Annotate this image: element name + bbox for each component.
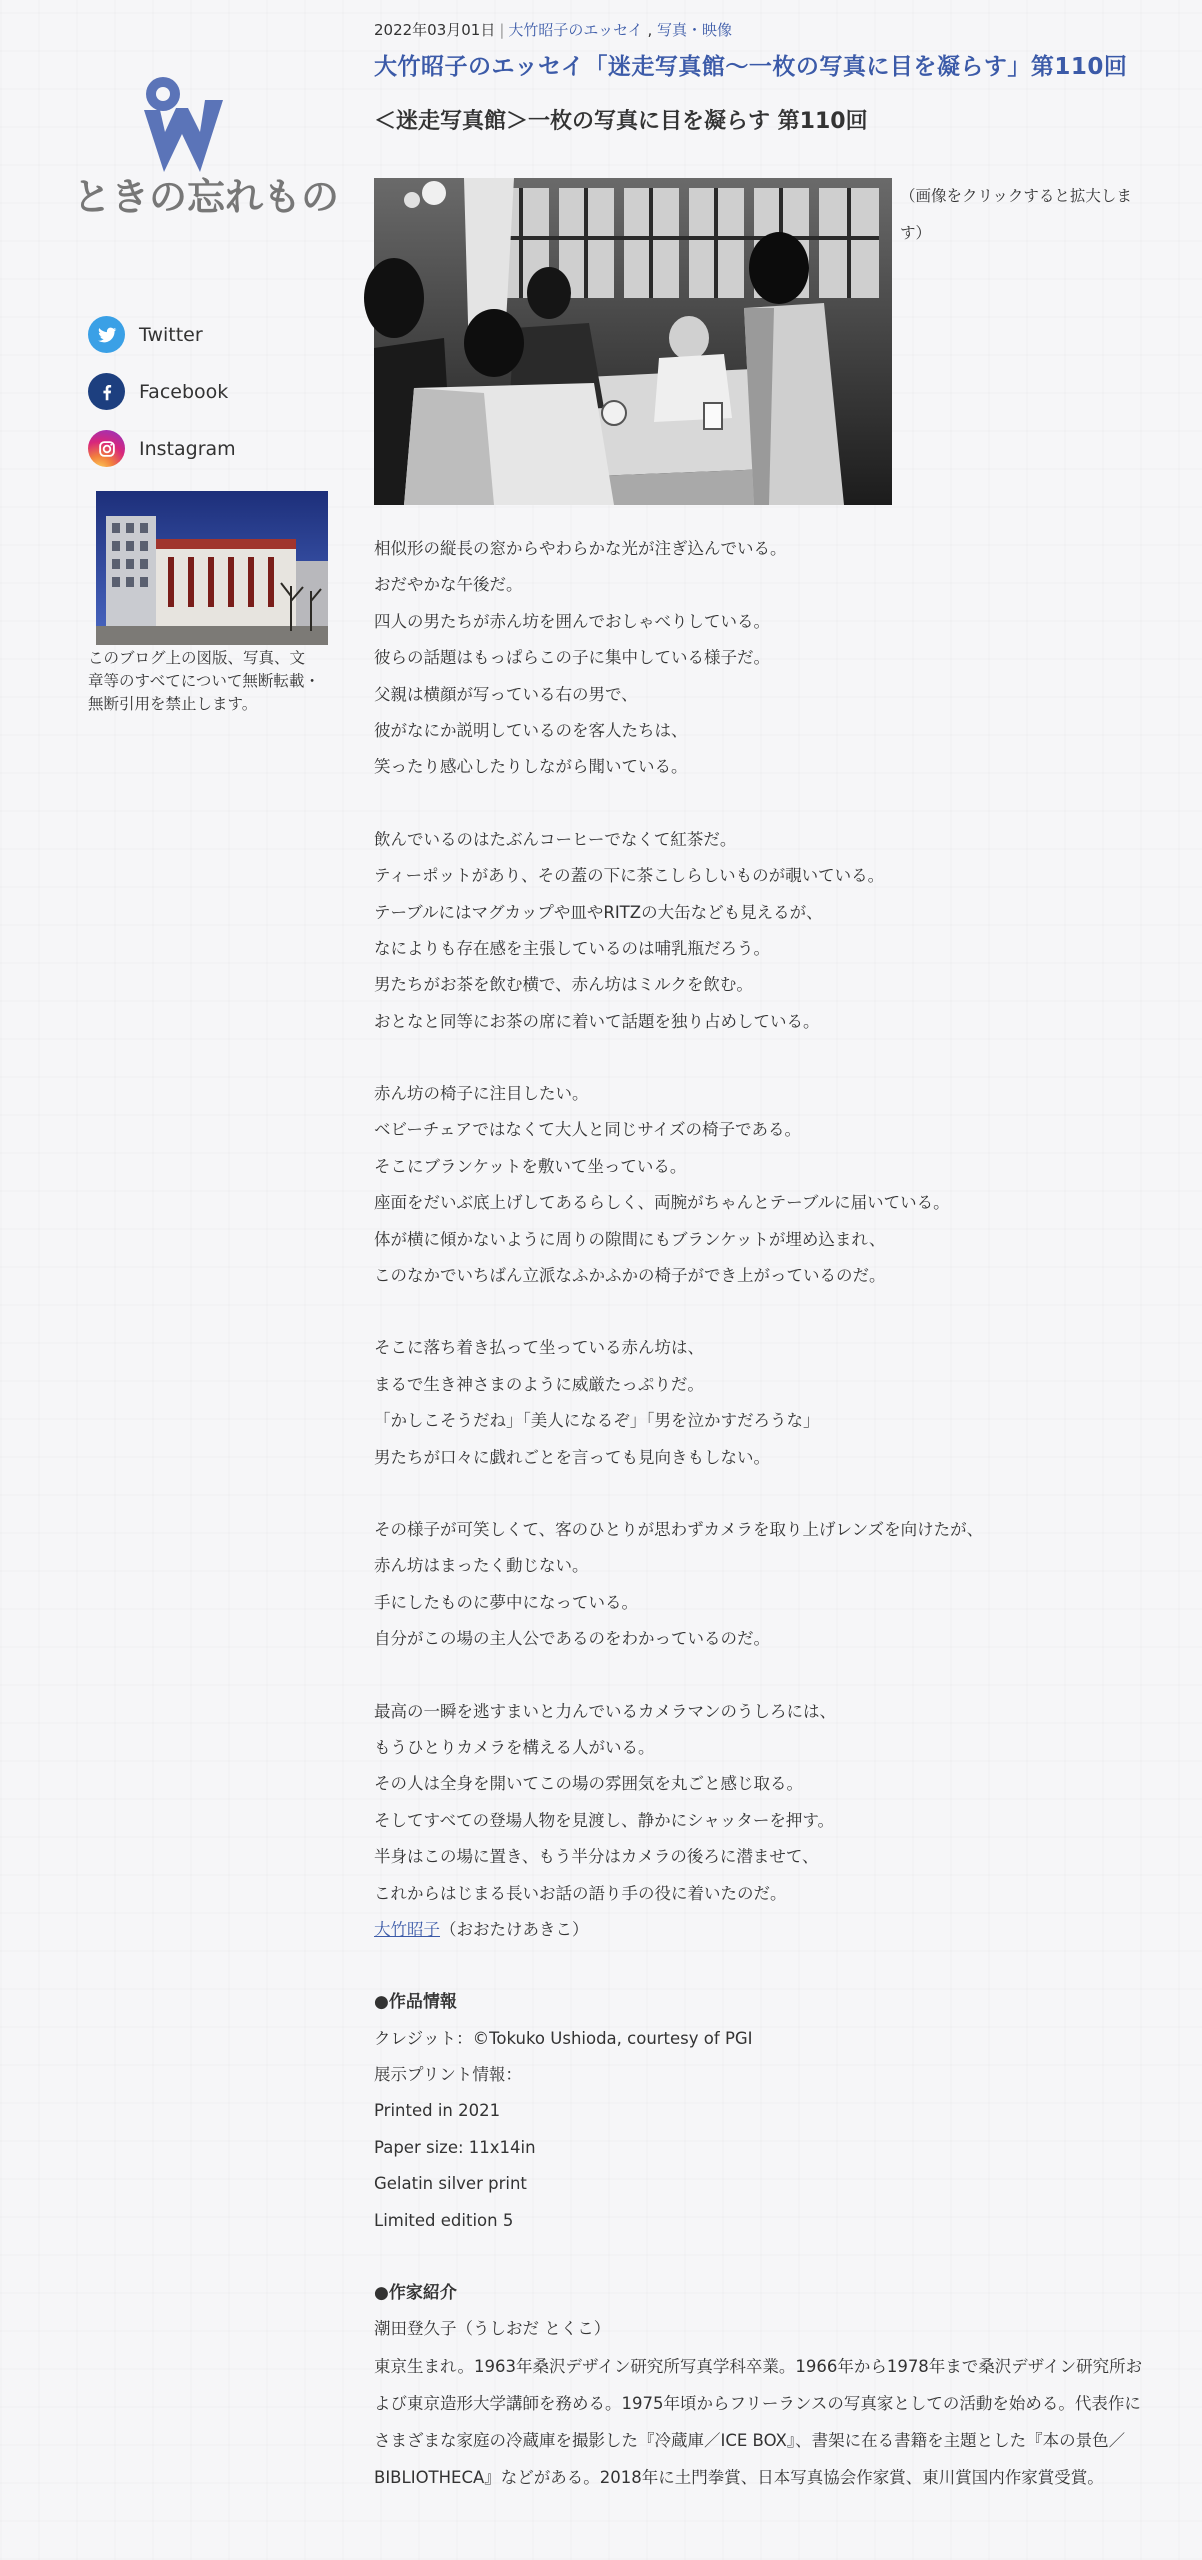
body-line: 座面をだいぶ底上げしてあるらしく、両腕がちゃんとテーブルに届いている。 — [374, 1193, 950, 1213]
paragraph-4 — [374, 1330, 1154, 1476]
paragraph-3 — [374, 1076, 1154, 1294]
facebook-icon — [88, 373, 125, 410]
post-date: 2022年03月01日 — [374, 21, 496, 39]
post-title[interactable]: 大竹昭子のエッセイ「迷走写真館〜一枚の写真に目を凝らす」第110回 — [374, 54, 1128, 80]
work-info-line: クレジット：©Tokuko Ushioda, courtesy of PGI — [374, 2028, 753, 2048]
paragraph-1 — [374, 531, 1154, 786]
site-logo[interactable] — [72, 72, 340, 222]
body-line: 赤ん坊はまったく動じない。 — [374, 1556, 589, 1576]
post-subtitle: ＜迷走写真館＞一枚の写真に目を凝らす 第110回 — [374, 109, 868, 134]
body-line: なによりも存在感を主張しているのは哺乳瓶だろう。 — [374, 938, 770, 958]
body-line: 体が横に傾かないように周りの隙間にもブランケットが埋め込まれ、 — [374, 1229, 886, 1249]
author-line — [374, 1912, 1154, 1948]
body-line: 四人の男たちが赤ん坊を囲んでおしゃべりしている。 — [374, 611, 770, 631]
facebook-label: Facebook — [139, 380, 229, 403]
instagram-label: Instagram — [139, 437, 236, 460]
body-line: その様子が可笑しくて、客のひとりが思わずカメラを取り上げレンズを向けたが、 — [374, 1519, 984, 1539]
body-line: そしてすべての登場人物を見渡し、静かにシャッターを押す。 — [374, 1810, 835, 1830]
body-line: 赤ん坊の椅子に注目したい。 — [374, 1084, 589, 1104]
body-line: まるで生き神さまのように威厳たっぷりだ。 — [374, 1374, 704, 1394]
post-meta — [374, 18, 1154, 42]
instagram-link[interactable] — [88, 420, 336, 477]
body-line: ティーポットがあり、その蓋の下に茶こしらしいものが覗いている。 — [374, 866, 885, 886]
body-line: 男たちがお茶を飲む横で、赤ん坊はミルクを飲む。 — [374, 975, 753, 995]
social-links — [88, 306, 336, 477]
body-line: 彼がなにか説明しているのを客人たちは、 — [374, 720, 688, 740]
paragraph-5 — [374, 1512, 1154, 1658]
body-line: 笑ったり感心したりしながら聞いている。 — [374, 757, 688, 777]
artist-bio: 東京生まれ。1963年桑沢デザイン研究所写真学科卒業。1966年から1978年まで桑沢デザイン研究所および東京造形大学講師を務める。1975年頃からフリーランスの写真家としての活動を始める。代表作にさまざまな家庭の冷蔵庫を撮影した『冷蔵庫／ICE BOX』、書架に在る書籍を主題とした『本の景色／BIBLIOTHECA』などがある。2018年に土門拳賞、日本写真協会作家賞、東川賞国内作家賞受賞。 — [374, 2356, 1143, 2487]
work-info-line: Paper size: 11x14in — [374, 2137, 536, 2157]
author-link[interactable]: 大竹昭子 — [374, 1919, 440, 1939]
body-line: 相似形の縦長の窓からやわらかな光が注ぎ込んでいる。 — [374, 539, 787, 558]
body-line: これからはじまる長いお話の語り手の役に着いたのだ。 — [374, 1883, 787, 1903]
body-line: ベビーチェアではなくて大人と同じサイズの椅子である。 — [374, 1120, 802, 1140]
body-line: このなかでいちばん立派なふかふかの椅子ができ上がっているのだ。 — [374, 1266, 886, 1286]
body-line: テーブルにはマグカップや皿やRITZの大缶なども見えるが、 — [374, 902, 823, 922]
sidebar — [72, 72, 340, 716]
work-info-line: Gelatin silver print — [374, 2174, 527, 2194]
paragraph-2 — [374, 822, 1154, 1040]
body-line: もうひとりカメラを構える人がいる。 — [374, 1737, 655, 1757]
logo-text: ときの忘れもの — [72, 175, 340, 219]
body-line: 自分がこの場の主人公であるのをわかっているのだ。 — [374, 1629, 770, 1649]
twitter-label: Twitter — [139, 323, 203, 346]
facebook-link[interactable] — [88, 363, 336, 420]
work-info-line: Printed in 2021 — [374, 2101, 501, 2121]
twitter-link[interactable] — [88, 306, 336, 363]
instagram-icon — [88, 430, 125, 467]
work-info-heading: ●作品情報 — [374, 1992, 457, 2013]
body-line: おだやかな午後だ。 — [374, 575, 523, 595]
category-link-essay[interactable]: 大竹昭子のエッセイ — [508, 21, 643, 39]
body-line: 半身はこの場に置き、もう半分はカメラの後ろに潜ませて、 — [374, 1847, 819, 1867]
gallery-building-photo[interactable] — [96, 491, 328, 645]
article-photo[interactable] — [374, 178, 892, 505]
copyright-notice: このブログ上の図版、写真、文章等のすべてについて無断転載・無断引用を禁止します。 — [88, 649, 320, 713]
article — [374, 18, 1154, 2496]
body-line: おとなと同等にお茶の席に着いて話題を独り占めしている。 — [374, 1011, 820, 1031]
body-line: 父親は横顔が写っている右の男で、 — [374, 684, 638, 704]
author-reading: （おおたけあきこ） — [440, 1919, 589, 1939]
body-line: 手にしたものに夢中になっている。 — [374, 1592, 638, 1612]
artist-name: 潮田登久子（うしおだ とくこ） — [374, 2319, 611, 2339]
body-line: 「かしこそうだね」「美人になるぞ」「男を泣かすだろうな」 — [374, 1411, 820, 1431]
work-info-line: 展示プリント情報： — [374, 2065, 522, 2085]
photo-row — [374, 178, 1154, 505]
body-line: そこに落ち着き払って坐っている赤ん坊は、 — [374, 1338, 704, 1358]
paragraph-6 — [374, 1694, 1154, 1949]
meta-divider: | — [499, 21, 505, 39]
body-line: 最高の一瞬を逃すまいと力んでいるカメラマンのうしろには、 — [374, 1701, 836, 1721]
article-body — [374, 531, 1154, 1948]
body-line: 彼らの話題はもっぱらこの子に集中している様子だ。 — [374, 648, 770, 668]
artist-heading: ●作家紹介 — [374, 2283, 457, 2304]
twitter-icon — [88, 316, 125, 353]
artist-profile — [374, 2275, 1154, 2496]
body-line: 飲んでいるのはたぶんコーヒーでなくて紅茶だ。 — [374, 829, 737, 849]
category-link-photo[interactable]: 写真・映像 — [657, 21, 733, 39]
work-info — [374, 1984, 1154, 2239]
category-separator: , — [647, 21, 653, 39]
body-line: 男たちが口々に戯れごとを言っても見向きもしない。 — [374, 1447, 770, 1467]
photo-caption: （画像をクリックすると拡大します） — [900, 187, 1132, 242]
body-line: その人は全身を開いてこの場の雰囲気を丸ごと感じ取る。 — [374, 1774, 803, 1794]
work-info-line: Limited edition 5 — [374, 2210, 514, 2230]
body-line: そこにブランケットを敷いて坐っている。 — [374, 1156, 687, 1176]
